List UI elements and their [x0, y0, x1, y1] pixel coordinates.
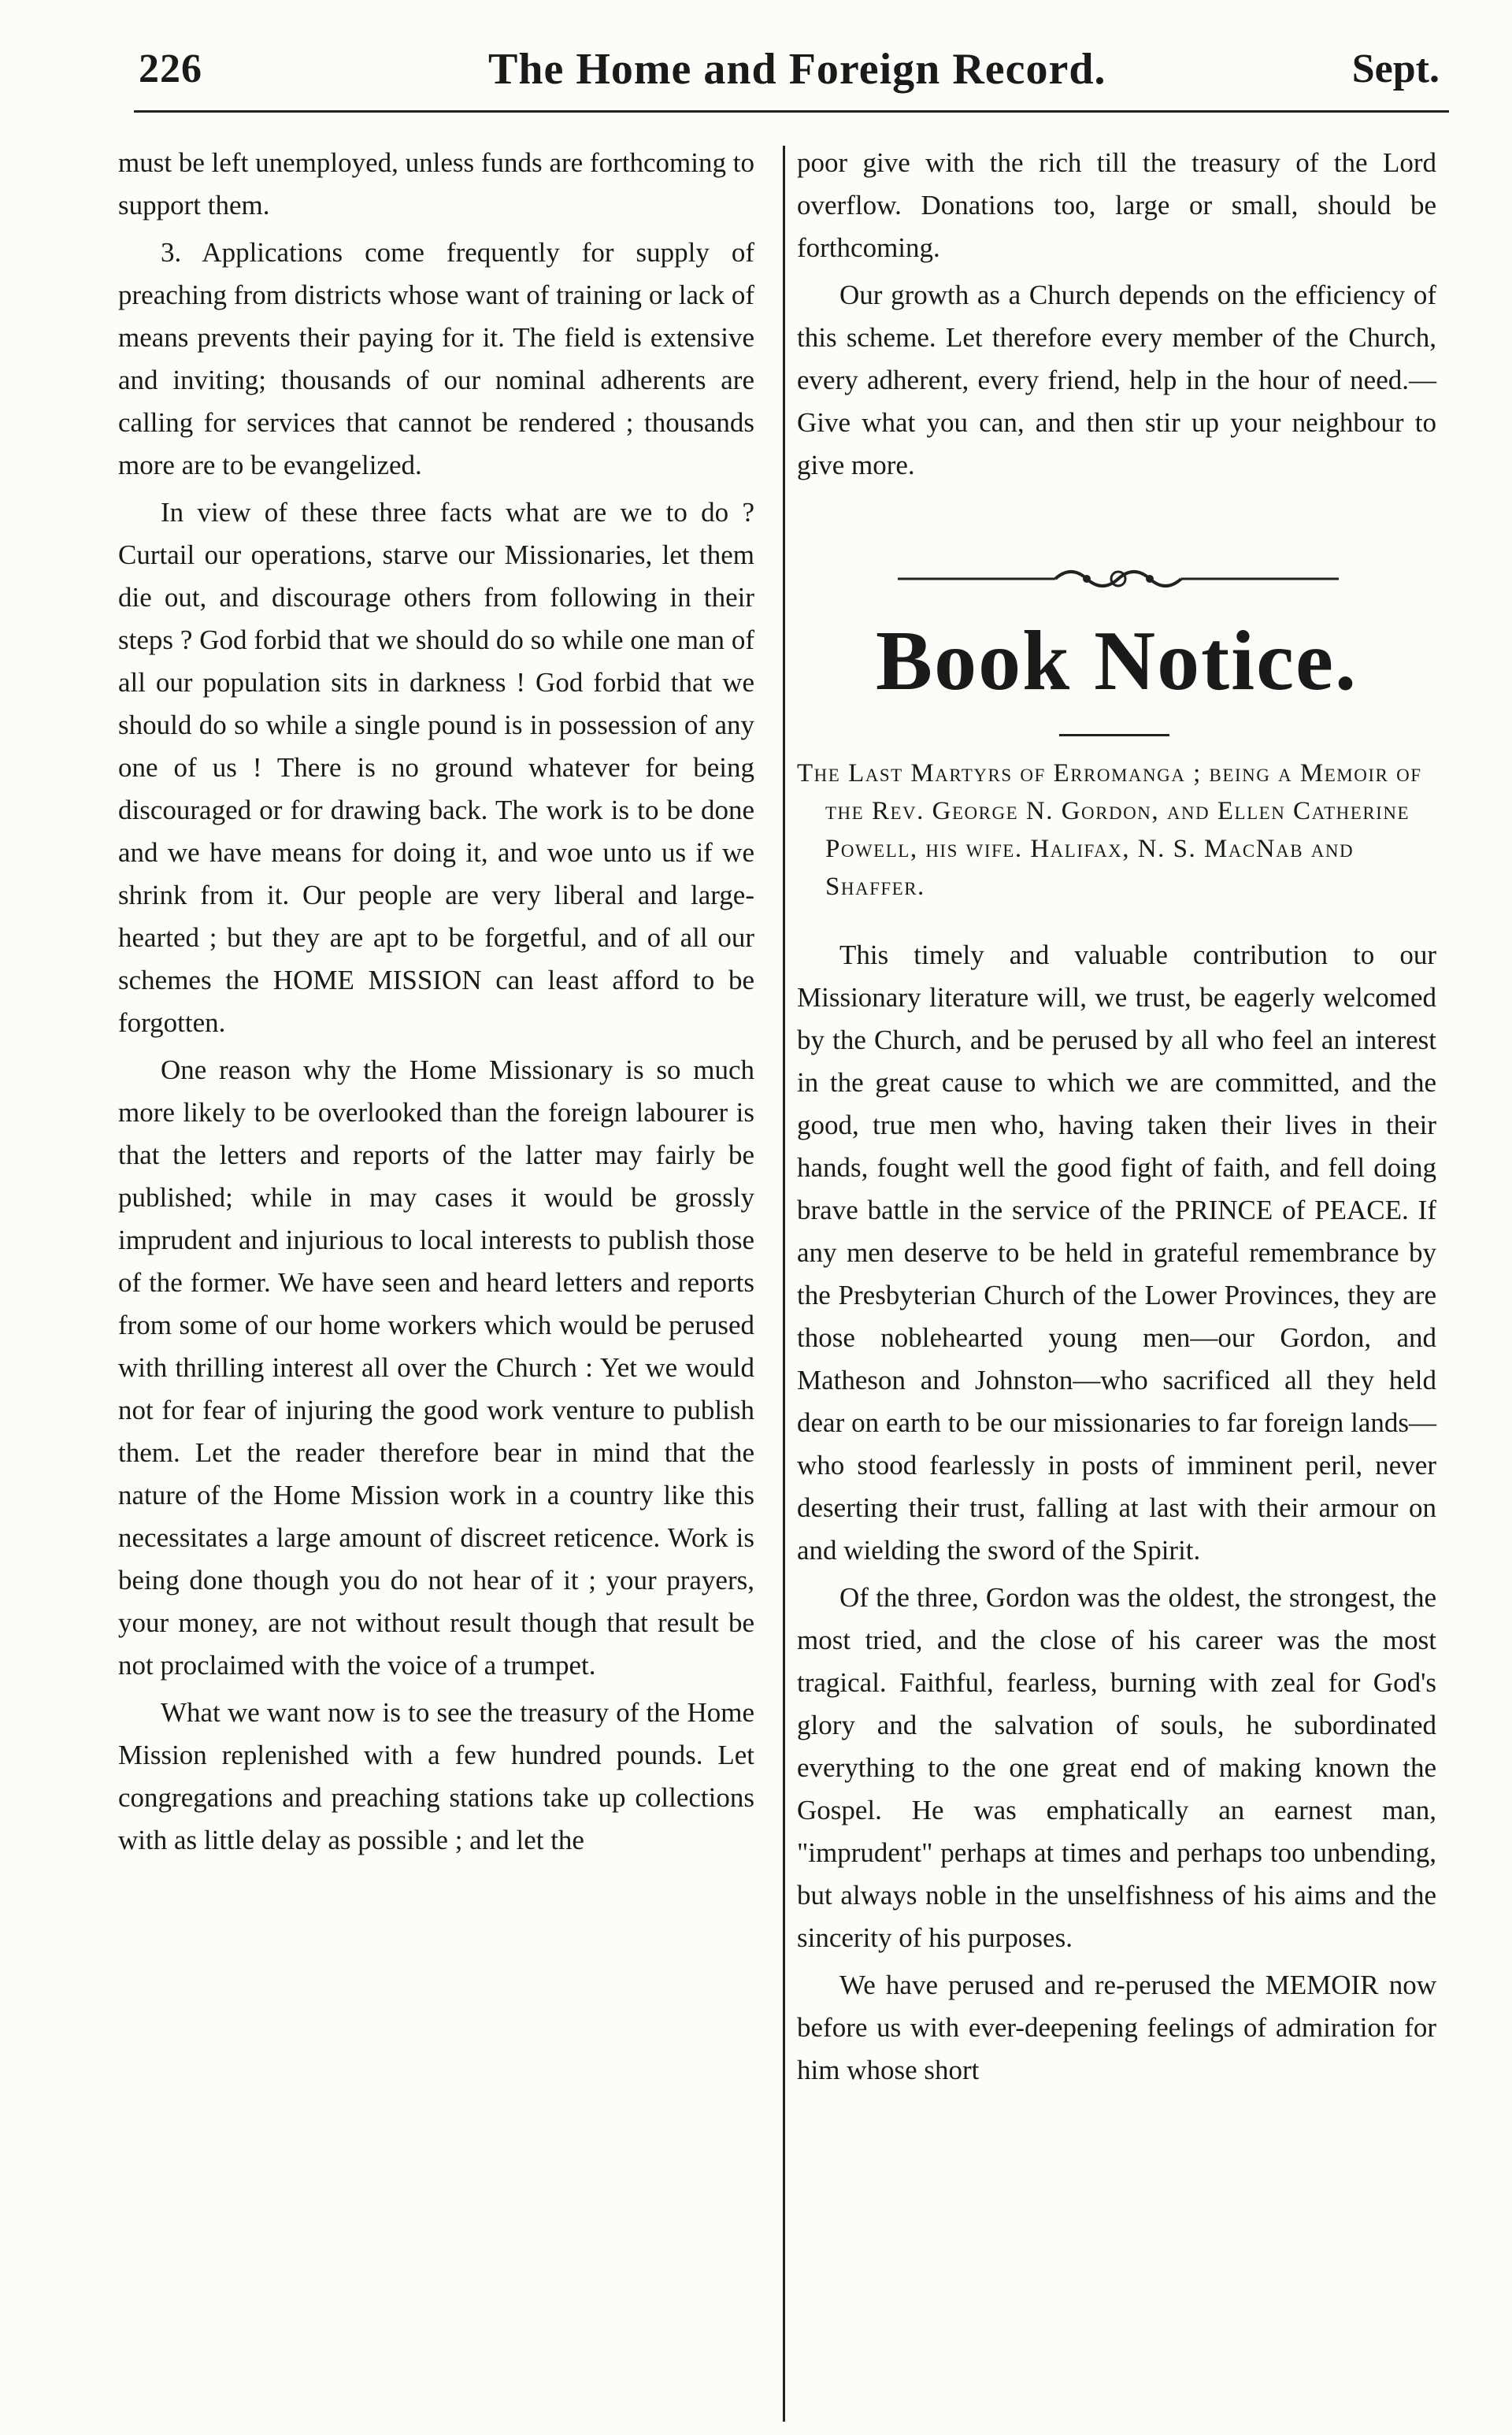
paragraph: What we want now is to see the treasury of the Home Mission replenished with a few hundred pounds. Let congregations and preaching stations take up collections with as little delay as possible ; and let the [118, 1697, 754, 1855]
left-column [118, 142, 754, 1866]
header-rule [134, 110, 1449, 113]
paragraph: This timely and valuable contribution to our Missionary literature will, we trust, be eagerly welcomed by the Church, and be perused by all who feel an interest in the great cause to which we are committed, and the good, true men who, having taken their lives in their hands, fought well the good fight of faith, and fell doing brave battle in the service of the PRINCE of PEACE. If any men deserve to be held in grateful remembrance by the Presbyterian Church of the Lower Provinces, they are those noblehearted young men—our Gordon, and Matheson and Johnston—who sacrificed all they held dear on earth to be our missionaries to far foreign lands—who stood fearlessly in posts of imminent peril, never deserting their trust, falling at last with their armour on and wielding the sword of the Spirit. [797, 940, 1436, 1566]
paragraph: In view of these three facts what are we to do ? Curtail our operations, starve our Missionaries, let them die out, and discourage others from following in their steps ? God forbid that we should do so while one man of all our population sits in darkness ! God forbid that we should do so while a single pound is in possession of any one of us ! There is no ground whatever for being discouraged or for drawing back. The work is to be done and we have means for doing it, and woe unto us if we shrink from it. Our people are very liberal and large-hearted ; but they are apt to be forgetful, and of all our schemes the HOME MISSION can least afford to be forgotten. [118, 497, 754, 1038]
page-number: 226 [139, 46, 202, 91]
section-heading: Book Notice. [876, 614, 1358, 708]
journal-title: The Home and Foreign Record. [488, 45, 1106, 94]
running-header [134, 44, 1449, 115]
paragraph: Our growth as a Church depends on the efficiency of this scheme. Let therefore every member of the Church, every adherent, every friend, help in the hour of need.— Give what you can, and then stir up your neighbour to give more. [797, 280, 1436, 480]
paragraph: Of the three, Gordon was the oldest, the strongest, the most tried, and the close of his career was the most tragical. Faithful, fearless, burning with zeal for God's glory and the salvation of souls, he subordinated everything to the one great end of making known the Gospel. He was emphatically an earnest man, "imprudent" perhaps at times and perhaps too unbending, but always noble in the unselfishness of his aims and the sincerity of his purposes. [797, 1582, 1436, 1953]
right-column-bottom [797, 934, 1436, 2096]
heading-rule [1059, 734, 1169, 736]
paragraph: 3. Applications come frequently for supply of preaching from districts whose want of training or lack of means prevents their paying for it. The field is extensive and inviting; thousands of our nominal adherents are calling for services that cannot be rendered ; thousands more are to be evangelized. [118, 237, 754, 480]
right-column-top [797, 142, 1436, 491]
header-month: Sept. [1351, 46, 1440, 91]
paragraph: One reason why the Home Missionary is so much more likely to be overlooked than the foreign labourer is that the letters and reports of the latter may fairly be published; while in may cases it would be grossly imprudent and injurious to local interests to publish those of the former. We have seen and heard letters and reports from some of our home workers which would be perused with thrilling interest all over the Church : Yet we would not for fear of injuring the good work venture to publish them. Let the reader therefore bear in mind that the nature of the Home Mission work in a country like this necessitates a large amount of discreet reticence. Work is being done though you do not hear of it ; your prayers, your money, are not without result though that result be not proclaimed with the voice of a trumpet. [118, 1054, 754, 1681]
paragraph: must be left unemployed, unless funds are forthcoming to support them. [118, 147, 754, 221]
ornament-divider-icon [898, 559, 1339, 599]
book-title: The Last Martyrs of Erromanga ; being a Memoir of the Rev. George N. Gordon, and Ellen Catherine Powell, his wife. Halifax, N. S. MacNab and Shaffer. [797, 759, 1422, 901]
paragraph: We have perused and re-perused the MEMOIR now before us with ever-deepening feelings of admiration for him whose short [797, 1970, 1436, 2085]
column-divider [783, 146, 785, 2422]
paragraph: poor give with the rich till the treasury of the Lord overflow. Donations too, large or small, should be forthcoming. [797, 147, 1436, 263]
